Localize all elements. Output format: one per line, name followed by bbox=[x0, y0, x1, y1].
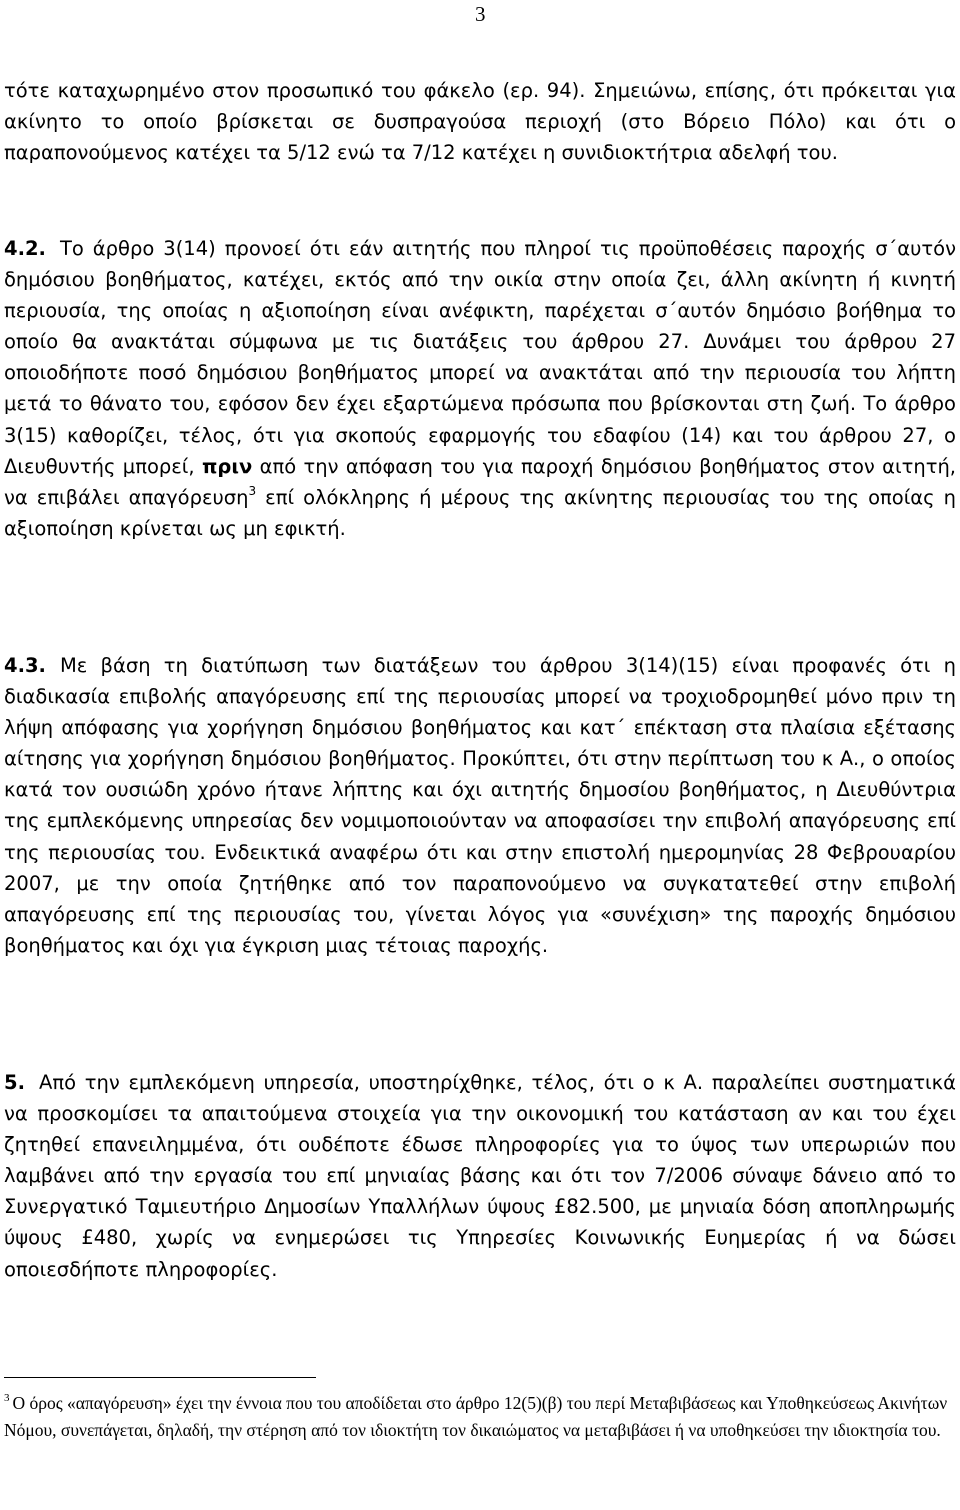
footnote-marker: 3 bbox=[4, 1392, 10, 1404]
paragraph-text: τότε καταχωρημένο στον προσωπικό του φάκελο (ερ. 94). Σημειώνω, επίσης, ότι πρόκειται για ακίνητο το οποίο βρίσκεται σε δυσπραγούσα περιοχή (στο Βόρειο Πόλο) και ότι ο παραπονούμενος κατέχει τα 5/12 ενώ τα 7/12 κατέχει η συνιδιοκτήτρια αδελφή του. bbox=[4, 79, 956, 165]
paragraph-5 bbox=[4, 1067, 956, 1285]
section-number: 4.2. bbox=[4, 237, 46, 260]
paragraph-text: Με βάση τη διατύπωση των διατάξεων του άρθρου 3(14)(15) είναι προφανές ότι η διαδικασία επιβολής απαγόρευσης επί της περιουσίας μπορεί να τροχιοδρομηθεί μόνο πριν τη λήψη απόφασης για χορήγηση δημόσιου βοηθήματος και κατ΄ επέκταση στα πλαίσια εξέτασης αίτησης για χορήγηση δημόσιου βοηθήματος. Προκύπτει, ότι στην περίπτωση του κ Α., ο οποίος κατά τον ουσιώδη χρόνο ήτανε λήπτης και όχι αιτητής δημοσίου βοηθήματος, η Διευθύντρια της εμπλεκόμενης υπηρεσίας δεν νομιμοποιούνταν να αποφασίσει την επιβολή απαγόρευσης επί της περιουσίας του. Ενδεικτικά αναφέρω ότι και στην επιστολή ημερομηνίας 28 Φεβρουαρίου 2007, με την οποία ζητήθηκε από τον παραπονούμενο να συγκατατεθεί στην επιβολή απαγόρευσης επί της περιουσίας του, γίνεται λόγος για «συνέχιση» της παροχής δημόσιου βοηθήματος και όχι για έγκριση μιας τέτοιας παροχής. bbox=[4, 654, 956, 957]
footnote-reference[interactable]: 3 bbox=[248, 483, 257, 498]
paragraph-text-part-a: Το άρθρο 3(14) προνοεί ότι εάν αιτητής που πληροί τις προϋποθέσεις παροχής σ΄αυτόν δημόσιου βοηθήματος, κατέχει, εκτός από την οικία στην οποία ζει, άλλη ακίνητη ή κινητή περιουσία, της οποίας η αξιοποίηση είναι ανέφικτη, παρέχεται σ΄αυτόν δημόσιο βοήθημα το οποίο θα ανακτάται σύμφωνα με τις διατάξεις του άρθρου 27. Δυνάμει του άρθρου 27 οποιοδήποτε ποσό δημόσιου βοηθήματος μπορεί να ανακτάται από την περιουσία του λήπτη μετά το θάνατο του, εφόσον δεν έχει εξαρτώμενα πρόσωπα που βρίσκονται στη ζωή. Το άρθρο 3(15) καθορίζει, τέλος, ότι για σκοπούς εφαρμογής του εδαφίου (14) και του άρθρου 27, ο Διευθυντής μπορεί, bbox=[4, 237, 956, 478]
section-number: 5. bbox=[4, 1071, 25, 1094]
paragraph-text-part-c: επί ολόκληρης ή μέρους της ακίνητης περιουσίας του της οποίας η αξιοποίηση κρίνεται ως μη εφικτή. bbox=[4, 485, 956, 540]
paragraph-text-part-b: από την απόφαση του για παροχή δημόσιου βοηθήματος στον αιτητή, να επιβάλει απαγόρευση bbox=[4, 454, 957, 509]
footnote bbox=[4, 1390, 956, 1444]
paragraph-4-2 bbox=[4, 233, 956, 544]
paragraph-continuation bbox=[4, 75, 956, 168]
emphasized-word: πριν bbox=[201, 454, 253, 478]
footnote-text: Ο όρος «απαγόρευση» έχει την έννοια που του αποδίδεται στο άρθρο 12(5)(β) του περί Μεταβιβάσεως και Υποθηκεύσεως Ακινήτων Νόμου, συνεπάγεται, δηλαδή, την στέρηση από τον ιδιοκτήτη τον δικαιώματος να μεταβιβάσει ή να υποθηκεύσει την ιδιοκτησία του. bbox=[4, 1393, 948, 1440]
paragraph-text: Από την εμπλεκόμενη υπηρεσία, υποστηρίχθηκε, τέλος, ότι ο κ Α. παραλείπει συστηματικά να προσκομίσει τα απαιτούμενα στοιχεία για την οικονομική του κατάσταση αν και του έχει ζητηθεί επανειλημμένα, ότι ουδέποτε έδωσε πληροφορίες για το ύψος των υπερωριών που λαμβάνει από την εργασία του επί μηνιαίας βάσης και ότι τον 7/2006 σύναψε δάνειο από το Συνεργατικό Ταμιευτήριο Δημοσίων Υπαλλήλων ύψους £82.500, με μηνιαία δόση αποπληρωμής ύψους £480, χωρίς να ενημερώσει τις Υπηρεσίες Κοινωνικής Ευημερίας ή να δώσει οποιεσδήποτε πληροφορίες. bbox=[4, 1071, 956, 1281]
footnote-separator bbox=[4, 1377, 316, 1378]
section-number: 4.3. bbox=[4, 654, 46, 677]
paragraph-4-3 bbox=[4, 650, 956, 961]
page-number: 3 bbox=[475, 2, 486, 26]
